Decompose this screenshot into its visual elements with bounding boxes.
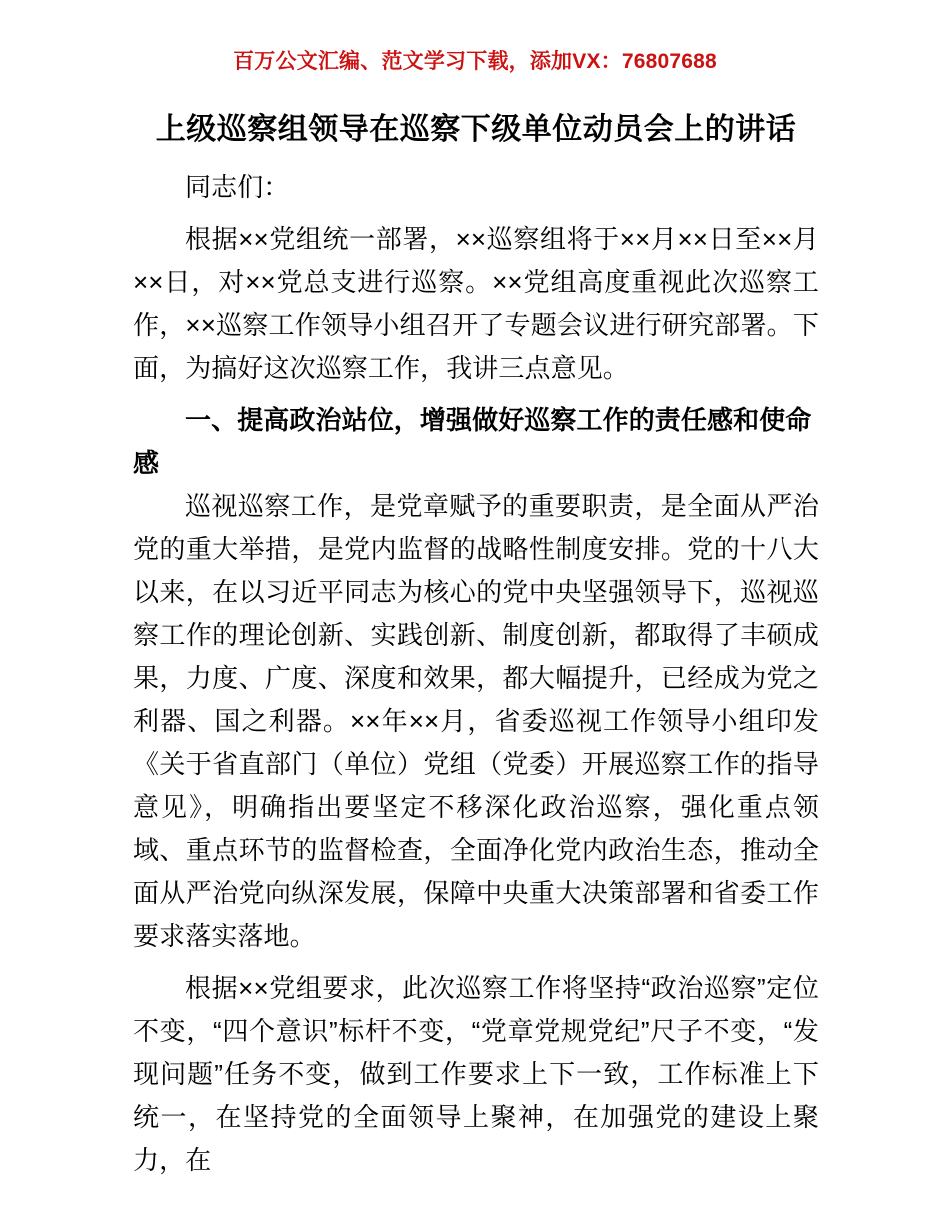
- paragraph-intro: 根据××党组统一部署，××巡察组将于××月××日至××月××日，对××党总支进行巡察。××党组高度重视此次巡察工作，××巡察工作领导小组召开了专题会议进行研究部署。下面，为搞好这次巡察工作，我讲三点意见。: [133, 224, 819, 383]
- document-body: [133, 108, 819, 1182]
- section-heading-1: 一、提高政治站位，增强做好巡察工作的责任感和使命感: [133, 405, 812, 478]
- document-title: 上级巡察组领导在巡察下级单位动员会上的讲话: [155, 113, 797, 146]
- promo-banner-text: 百万公文汇编、范文学习下载，添加VX：76807688: [233, 50, 717, 73]
- paragraph-body-1: 巡视巡察工作，是党章赋予的重要职责，是全面从严治党的重大举措，是党内监督的战略性制度安排。党的十八大以来，在以习近平同志为核心的党中央坚强领导下，巡视巡察工作的理论创新、实践创新、制度创新，都取得了丰硕成果，力度、广度、深度和效果，都大幅提升，已经成为党之利器、国之利器。××年××月，省委巡视工作领导小组印发《关于省直部门（单位）党组（党委）开展巡察工作的指导意见》，明确指出要坚定不移深化政治巡察，强化重点领域、重点环节的监督检查，全面净化党内政治生态，推动全面从严治党向纵深发展，保障中央重大决策部署和省委工作要求落实落地。: [133, 491, 819, 951]
- salutation: 同志们：: [185, 172, 290, 202]
- paragraph-body-2: 根据××党组要求，此次巡察工作将坚持“政治巡察”定位不变，“四个意识”标杆不变，“党章党规党纪”尺子不变，“发现问题”任务不变，做到工作要求上下一致，工作标准上下统一，在坚持党的全面领导上聚神，在加强党的建设上聚力，在: [133, 973, 819, 1175]
